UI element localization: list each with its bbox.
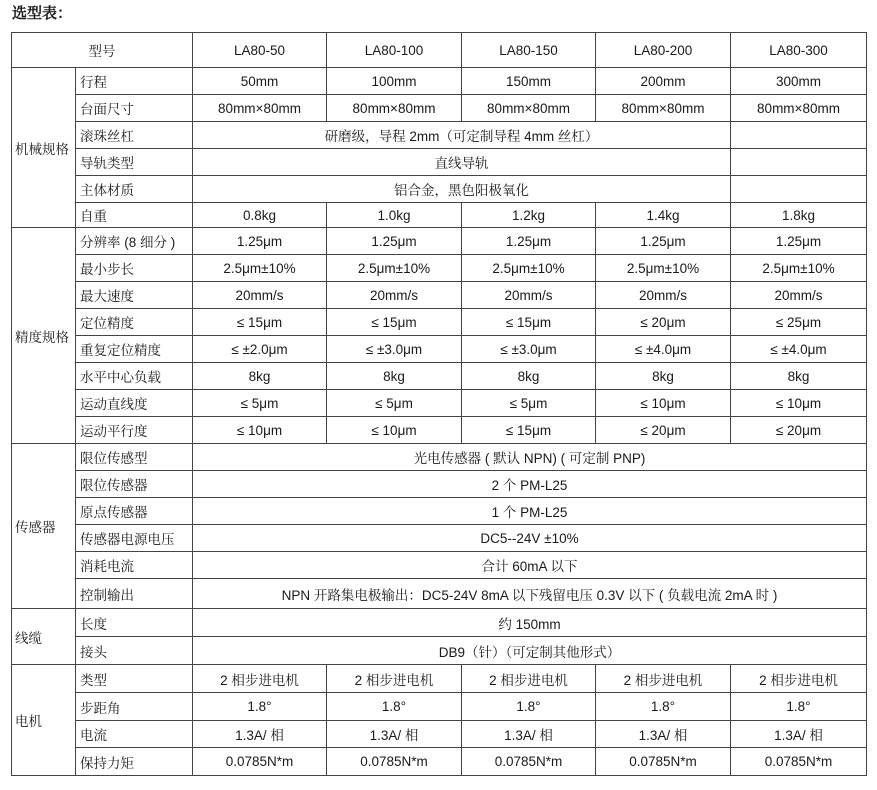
spec-value: ≤ 10μm [327, 417, 462, 444]
spec-value: 光电传感器 ( 默认 NPN) ( 可定制 PNP) [193, 444, 867, 471]
group-label: 传感器 [12, 444, 76, 609]
spec-row [12, 122, 867, 149]
spec-row [12, 579, 867, 609]
spec-value: ≤ ±3.0μm [462, 336, 596, 363]
spec-value: 80mm×80mm [193, 95, 327, 122]
header-model: LA80-150 [462, 33, 596, 68]
spec-value [731, 176, 867, 203]
spec-row [12, 525, 867, 552]
spec-value: 8kg [596, 363, 731, 390]
spec-row [12, 176, 867, 203]
spec-value: 约 150mm [193, 609, 867, 637]
spec-value: ≤ 15μm [327, 309, 462, 336]
spec-value: 1.25μm [193, 228, 327, 255]
spec-value: ≤ 15μm [193, 309, 327, 336]
spec-value: 1.3A/ 相 [327, 721, 462, 748]
spec-value: 150mm [462, 68, 596, 95]
row-label: 传感器电源电压 [76, 525, 193, 552]
spec-value: 80mm×80mm [462, 95, 596, 122]
spec-row [12, 149, 867, 176]
spec-value: 20mm/s [462, 282, 596, 309]
spec-value: ≤ ±4.0μm [731, 336, 867, 363]
spec-value: 1.25μm [462, 228, 596, 255]
spec-row [12, 444, 867, 471]
row-label: 限位传感器 [76, 471, 193, 498]
spec-row [12, 68, 867, 95]
spec-value: 20mm/s [731, 282, 867, 309]
row-label: 类型 [76, 665, 193, 693]
spec-value: 2.5μm±10% [462, 255, 596, 282]
row-label: 台面尺寸 [76, 95, 193, 122]
spec-value: 300mm [731, 68, 867, 95]
spec-value: ≤ 5μm [462, 390, 596, 417]
row-label: 最小步长 [76, 255, 193, 282]
group-label: 电机 [12, 665, 76, 776]
row-label: 保持力矩 [76, 748, 193, 776]
row-label: 运动平行度 [76, 417, 193, 444]
spec-row [12, 203, 867, 228]
spec-value: ≤ 20μm [596, 309, 731, 336]
spec-row [12, 309, 867, 336]
spec-row [12, 748, 867, 776]
spec-value: ≤ 25μm [731, 309, 867, 336]
spec-row [12, 471, 867, 498]
spec-value: ≤ 10μm [596, 390, 731, 417]
header-row [12, 33, 867, 68]
spec-row [12, 693, 867, 721]
row-label: 原点传感器 [76, 498, 193, 525]
row-label: 最大速度 [76, 282, 193, 309]
spec-value: 0.0785N*m [462, 748, 596, 776]
group-label: 线缆 [12, 609, 76, 665]
spec-value: 20mm/s [596, 282, 731, 309]
row-label: 接头 [76, 637, 193, 665]
spec-table [11, 32, 867, 776]
spec-row [12, 637, 867, 665]
spec-value: ≤ 10μm [731, 390, 867, 417]
spec-value: 1 个 PM-L25 [193, 498, 867, 525]
spec-value: 1.25μm [731, 228, 867, 255]
spec-value: 50mm [193, 68, 327, 95]
spec-value: 1.8kg [731, 203, 867, 228]
header-model-label: 型号 [12, 33, 193, 68]
row-label: 定位精度 [76, 309, 193, 336]
spec-value: 8kg [462, 363, 596, 390]
header-model: LA80-50 [193, 33, 327, 68]
spec-row [12, 390, 867, 417]
row-label: 水平中心负载 [76, 363, 193, 390]
spec-value: 1.8° [596, 693, 731, 721]
spec-value: 0.0785N*m [596, 748, 731, 776]
spec-row [12, 228, 867, 255]
spec-value: 2 个 PM-L25 [193, 471, 867, 498]
spec-value: 1.8° [462, 693, 596, 721]
spec-value: 1.3A/ 相 [193, 721, 327, 748]
spec-value: 1.2kg [462, 203, 596, 228]
spec-value: 2.5μm±10% [731, 255, 867, 282]
row-label: 控制输出 [76, 579, 193, 609]
spec-value: ≤ 10μm [193, 417, 327, 444]
row-label: 重复定位精度 [76, 336, 193, 363]
spec-row [12, 282, 867, 309]
spec-value: 2 相步进电机 [193, 665, 327, 693]
spec-value: 2.5μm±10% [327, 255, 462, 282]
spec-value: 1.0kg [327, 203, 462, 228]
spec-row [12, 498, 867, 525]
spec-value: 2 相步进电机 [731, 665, 867, 693]
spec-value: 2 相步进电机 [596, 665, 731, 693]
spec-value: ≤ ±4.0μm [596, 336, 731, 363]
header-model: LA80-100 [327, 33, 462, 68]
spec-value: 8kg [327, 363, 462, 390]
spec-value: 0.0785N*m [731, 748, 867, 776]
page-title: 选型表： [12, 5, 73, 22]
spec-value: 2 相步进电机 [327, 665, 462, 693]
spec-value: 2 相步进电机 [462, 665, 596, 693]
spec-value: ≤ ±3.0μm [327, 336, 462, 363]
header-model: LA80-300 [731, 33, 867, 68]
spec-value: ≤ 5μm [327, 390, 462, 417]
row-label: 步距角 [76, 693, 193, 721]
spec-value: 1.3A/ 相 [731, 721, 867, 748]
spec-row [12, 417, 867, 444]
spec-body [12, 33, 867, 776]
spec-row [12, 721, 867, 748]
spec-value: NPN 开路集电极输出：DC5-24V 8mA 以下残留电压 0.3V 以下 ( 负载电流 2mA 时 ) [193, 579, 867, 609]
spec-value: 1.8° [193, 693, 327, 721]
row-label: 主体材质 [76, 176, 193, 203]
spec-value: ≤ 20μm [596, 417, 731, 444]
spec-row [12, 552, 867, 579]
spec-value: ≤ 20μm [731, 417, 867, 444]
spec-value: 100mm [327, 68, 462, 95]
row-label: 分辨率 (8 细分 ) [76, 228, 193, 255]
spec-value: 1.3A/ 相 [596, 721, 731, 748]
spec-value: 1.3A/ 相 [462, 721, 596, 748]
spec-value: ≤ 15μm [462, 309, 596, 336]
header-model: LA80-200 [596, 33, 731, 68]
row-label: 运动直线度 [76, 390, 193, 417]
spec-value: 铝合金，黑色阳极氧化 [193, 176, 731, 203]
spec-row [12, 609, 867, 637]
row-label: 长度 [76, 609, 193, 637]
spec-value: 1.25μm [596, 228, 731, 255]
spec-row [12, 255, 867, 282]
row-label: 电流 [76, 721, 193, 748]
spec-value: 0.0785N*m [193, 748, 327, 776]
spec-value: 80mm×80mm [596, 95, 731, 122]
spec-row [12, 95, 867, 122]
spec-value: 20mm/s [327, 282, 462, 309]
spec-value: 直线导轨 [193, 149, 731, 176]
spec-value: 合计 60mA 以下 [193, 552, 867, 579]
spec-value: DB9（针）（可定制其他形式） [193, 637, 867, 665]
row-label: 限位传感型 [76, 444, 193, 471]
spec-value: 0.0785N*m [327, 748, 462, 776]
spec-row [12, 665, 867, 693]
spec-value: ≤ ±2.0μm [193, 336, 327, 363]
spec-value: 1.8° [327, 693, 462, 721]
spec-value: 2.5μm±10% [596, 255, 731, 282]
row-label: 消耗电流 [76, 552, 193, 579]
spec-row [12, 363, 867, 390]
spec-value: 20mm/s [193, 282, 327, 309]
spec-value: 1.4kg [596, 203, 731, 228]
group-label: 机械规格 [12, 68, 76, 228]
spec-row [12, 336, 867, 363]
spec-value: 2.5μm±10% [193, 255, 327, 282]
spec-value: DC5--24V ±10% [193, 525, 867, 552]
row-label: 滚珠丝杠 [76, 122, 193, 149]
spec-value: ≤ 5μm [193, 390, 327, 417]
spec-value: 1.8° [731, 693, 867, 721]
spec-value: 8kg [731, 363, 867, 390]
spec-value [731, 122, 867, 149]
spec-value: 8kg [193, 363, 327, 390]
spec-value: 200mm [596, 68, 731, 95]
spec-value [731, 149, 867, 176]
group-label: 精度规格 [12, 228, 76, 444]
row-label: 行程 [76, 68, 193, 95]
spec-value: 1.25μm [327, 228, 462, 255]
spec-value: 80mm×80mm [327, 95, 462, 122]
row-label: 导轨类型 [76, 149, 193, 176]
spec-value: ≤ 15μm [462, 417, 596, 444]
spec-value: 80mm×80mm [731, 95, 867, 122]
spec-value: 0.8kg [193, 203, 327, 228]
spec-value: 研磨级，导程 2mm（可定制导程 4mm 丝杠） [193, 122, 731, 149]
row-label: 自重 [76, 203, 193, 228]
